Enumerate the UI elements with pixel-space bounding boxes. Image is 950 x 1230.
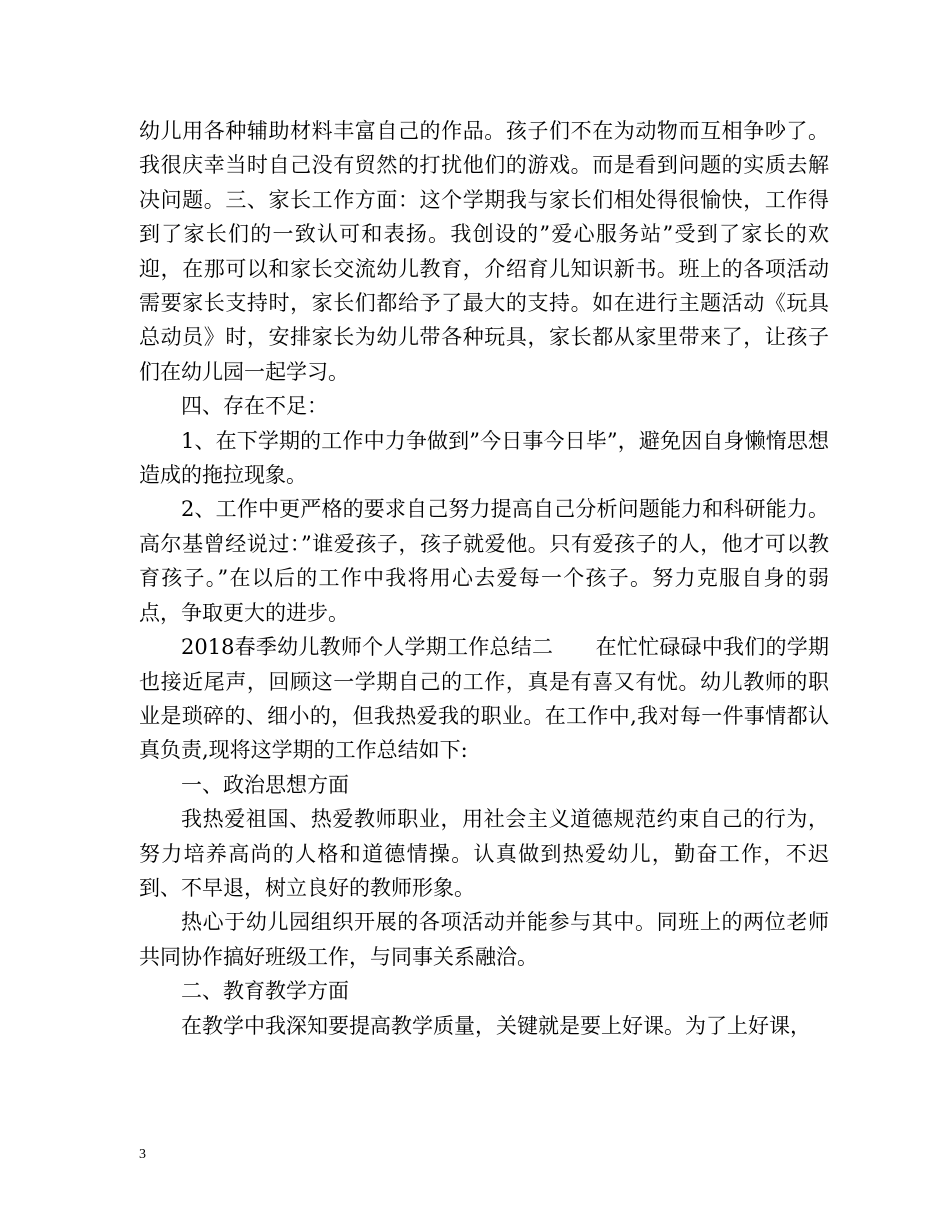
paragraph-body: 在教学中我深知要提高教学质量，关键就是要上好课。为了上好课， <box>181 1013 811 1038</box>
paragraph-section-heading: 二、教育教学方面 <box>181 979 349 1004</box>
document-body <box>139 114 829 1043</box>
page-number: 3 <box>139 1147 146 1162</box>
paragraph-body: 我热爱祖国、热爱教师职业，用社会主义道德规范约束自己的行为，努力培养高尚的人格和道德情操。认真做到热爱幼儿，勤奋工作，不迟到、不早退，树立良好的教师形象。 <box>139 807 829 900</box>
paragraph-body: 热心于幼儿园组织开展的各项活动并能参与其中。同班上的两位老师共同协作搞好班级工作，与同事关系融洽。 <box>139 910 829 969</box>
paragraph-list-item: 1、在下学期的工作中力争做到”今日事今日毕”，避免因自身懒惰思想造成的拖拉现象。 <box>139 428 829 488</box>
paragraph-section-heading: 一、政治思想方面 <box>181 772 349 797</box>
paragraph-article-title: 2018春季幼儿教师个人学期工作总结二 在忙忙碌碌中我们的学期也接近尾声，回顾这一学期自己的工作，真是有喜又有忧。幼儿教师的职业是琐碎的、细小的，但我热爱我的职业。在工作中,我对每一件事情都认真负责,现将这学期的工作总结如下: <box>139 635 829 763</box>
paragraph-section-heading: 四、存在不足： <box>181 394 328 419</box>
paragraph-list-item: 2、工作中更严格的要求自己努力提高自己分析问题能力和科研能力。高尔基曾经说过：”谁爱孩子，孩子就爱他。只有爱孩子的人，他才可以教育孩子。”在以后的工作中我将用心去爱每一个孩子。努力克服自身的弱点，争取更大的进步。 <box>139 497 829 625</box>
paragraph-continued: 幼儿用各种辅助材料丰富自己的作品。孩子们不在为动物而互相争吵了。我很庆幸当时自己没有贸然的打扰他们的游戏。而是看到问题的实质去解决问题。三、家长工作方面：这个学期我与家长们相处得很愉快，工作得到了家长们的一致认可和表扬。我创设的”爱心服务站”受到了家长的欢迎，在那可以和家长交流幼儿教育，介绍育儿知识新书。班上的各项活动需要家长支持时，家长们都给予了最大的支持。如在进行主题活动《玩具总动员》时，安排家长为幼儿带各种玩具，家长都从家里带来了，让孩子们在幼儿园一起学习。 <box>139 119 829 384</box>
